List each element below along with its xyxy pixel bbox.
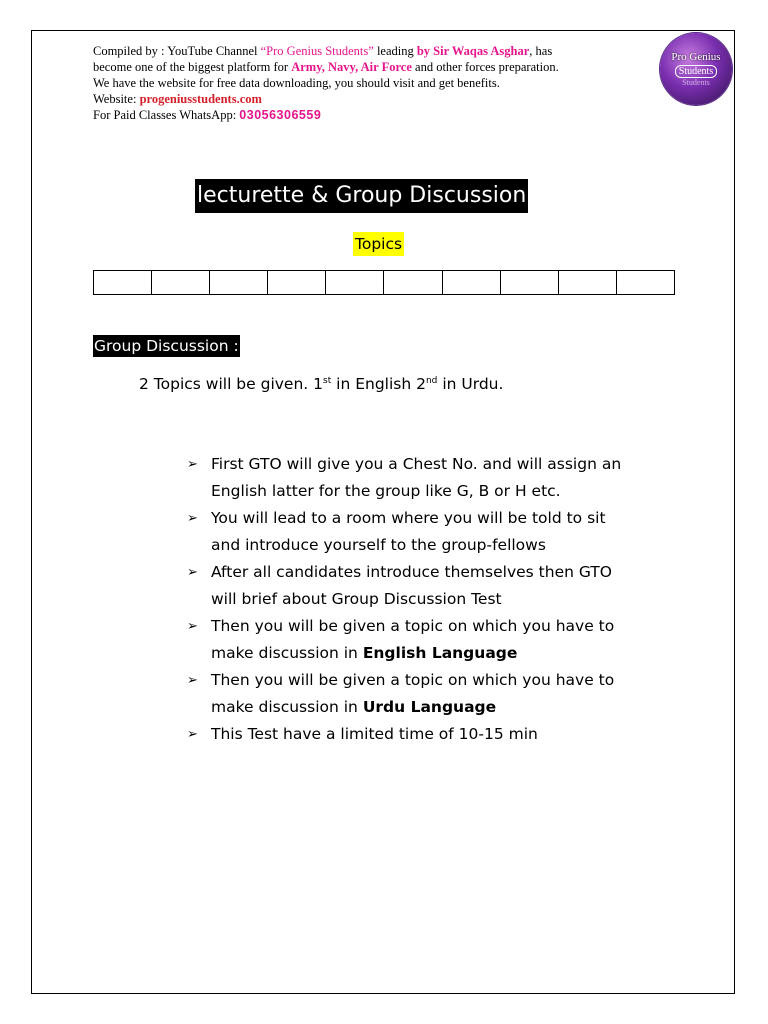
topic-grid-cell [384,271,442,294]
intro-text-3: in Urdu. [437,375,504,393]
arrow-bullet-icon: ➢ [187,619,198,634]
header-line-5 [93,107,663,123]
group-discussion-bullets [187,451,667,748]
bullet-item [187,559,667,613]
arrow-bullet-icon: ➢ [187,511,198,526]
logo-text-line-3: Students [682,78,710,87]
pro-genius-logo [660,33,732,105]
teacher-name: by Sir Waqas Asghar [416,44,530,58]
topic-grid-cell [617,271,674,294]
bullet-item [187,451,667,505]
header-line-4 [93,91,663,107]
intro-text-2: in English 2 [331,375,426,393]
bullet-line: make discussion in [211,698,363,716]
bullet-line: Then you will be given a topic on which you have to [211,617,615,635]
bullet-line: will brief about Group Discussion Test [211,590,502,608]
arrow-bullet-icon: ➢ [187,457,198,472]
header-line-2 [93,59,663,75]
bullet-item [187,613,667,667]
bullet-text [211,505,667,559]
whatsapp-number: 03056306559 [239,108,322,122]
topic-grid-cell [443,271,501,294]
bullet-text [211,613,667,667]
logo-text-line-2: Students [675,65,717,78]
logo-text-line-1: Pro Genius [671,51,721,63]
bullet-item [187,721,667,748]
bullet-line: You will lead to a room where you will be told to sit [211,509,606,527]
bullet-text [211,721,667,748]
bullet-line: and introduce yourself to the group-fellows [211,536,546,554]
arrow-bullet-icon: ➢ [187,673,198,688]
arrow-bullet-icon: ➢ [187,565,198,580]
topic-grid-cell [326,271,384,294]
header-platform-text: become one of the biggest platform for [93,60,292,74]
forces-list: Army, Navy, Air Force [291,60,412,74]
intro-sup-2: nd [425,376,438,386]
topics-heading: Topics [353,232,404,256]
intro-sup-1: st [323,376,332,386]
header-leading: leading [373,44,417,58]
header-preparation-text: and other forces preparation. [411,60,559,74]
header-compiled-by: Compiled by : YouTube Channel [93,44,261,58]
topic-grid-cell [268,271,326,294]
english-language-emphasis: English Language [362,644,518,662]
group-discussion-intro [139,372,503,396]
urdu-language-emphasis: Urdu Language [362,698,497,716]
bullet-line: First GTO will give you a Chest No. and will assign an [211,455,622,473]
page-title: lecturette & Group Discussion [195,179,528,213]
topic-grid-cell [210,271,268,294]
header-line-3: We have the website for free data downloading, you should visit and get benefits. [93,76,500,90]
header-line-1 [93,43,663,59]
bullet-line: After all candidates introduce themselves then GTO [211,563,612,581]
bullet-text [211,451,667,505]
whatsapp-label: For Paid Classes WhatsApp: [93,108,240,122]
channel-name: “Pro Genius Students” [260,44,374,58]
bullet-line: English latter for the group like G, B or H etc. [211,482,561,500]
bullet-item [187,667,667,721]
compiler-header [93,43,663,123]
bullet-line: make discussion in [211,644,363,662]
website-label: Website: [93,92,140,106]
group-discussion-heading: Group Discussion : [94,337,239,355]
website-link[interactable]: progeniusstudents.com [139,92,262,106]
bullet-line: This Test have a limited time of 10-15 min [211,725,538,743]
bullet-text [211,559,667,613]
bullet-line: Then you will be given a topic on which you have to [211,671,615,689]
topic-grid-cell [152,271,210,294]
topic-grid-cell [501,271,559,294]
topics-grid [93,270,675,295]
intro-text-1: 2 Topics will be given. 1 [139,375,323,393]
header-has: , has [529,44,553,58]
topic-grid-cell [559,271,617,294]
bullet-text [211,667,667,721]
arrow-bullet-icon: ➢ [187,727,198,742]
topic-grid-cell [94,271,152,294]
bullet-item [187,505,667,559]
